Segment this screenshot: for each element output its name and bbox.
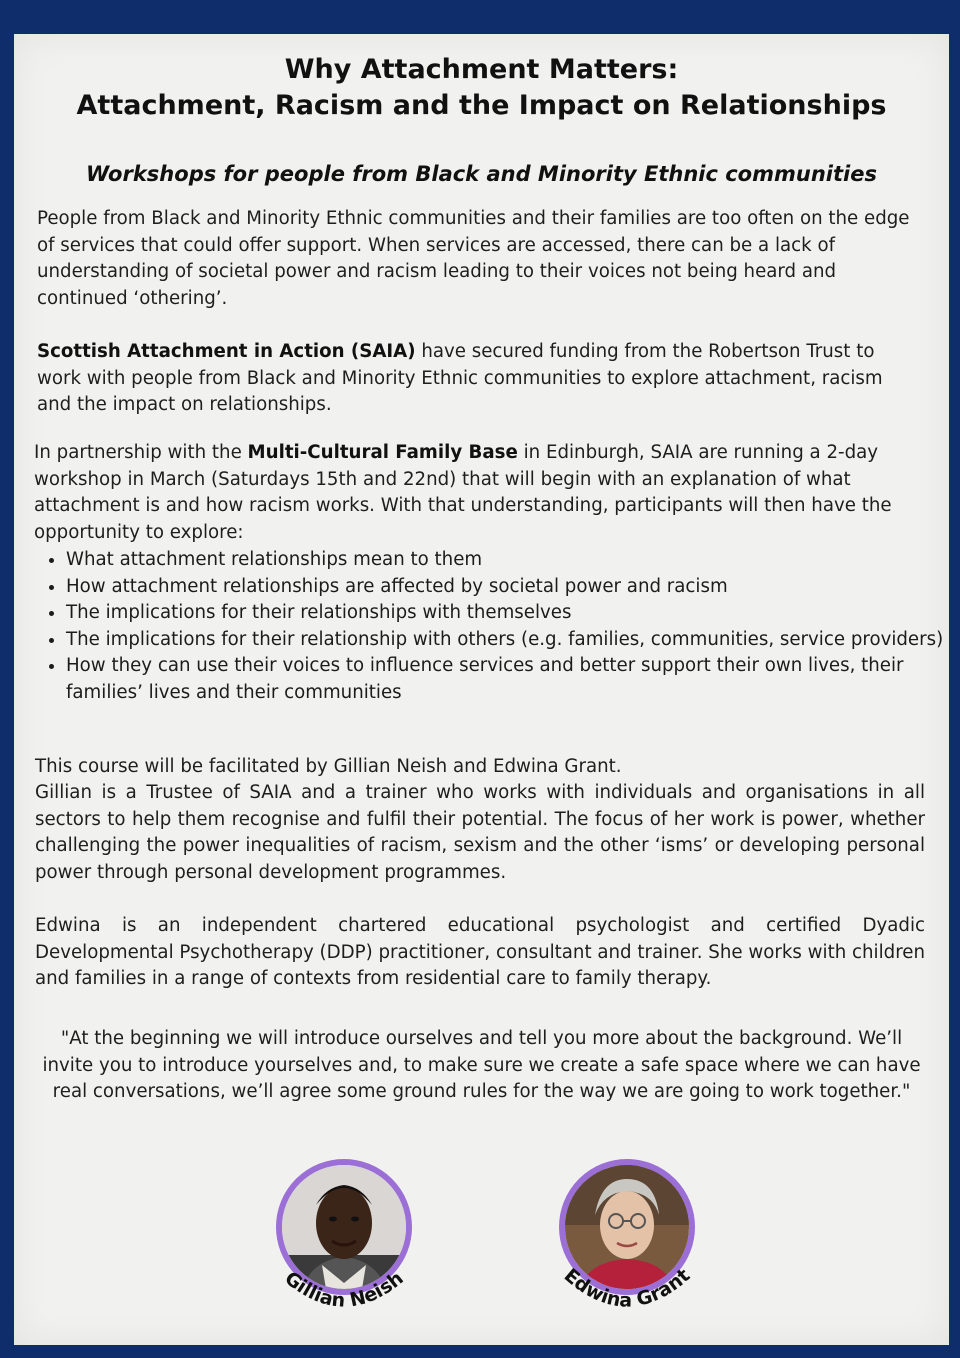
list-item: • How they can use their voices to influence services and better support their own lives, their families’ lives and their communities bbox=[66, 653, 946, 706]
svg-text:Gillian Neish bbox=[280, 1267, 407, 1312]
list-item: • How attachment relationships are affected by societal power and racism bbox=[66, 574, 946, 601]
list-item: • The implications for their relationships with themselves bbox=[66, 600, 946, 627]
list-item: • What attachment relationships mean to them bbox=[66, 547, 946, 574]
title-line-2: Attachment, Racism and the Impact on Relationships bbox=[76, 90, 887, 121]
explore-list bbox=[34, 547, 946, 706]
edwina-name: Edwina Grant bbox=[559, 1264, 695, 1312]
quote: "At the beginning we will introduce ourselves and tell you more about the background. We’ll invite you to introduce yourselves and, to make sure we create a safe space where we can have real conversations, we’ll agree some ground rules for the way we are going to work together." bbox=[42, 1028, 921, 1102]
edwina-name-caption bbox=[547, 1259, 707, 1339]
list-item: • The implications for their relationship with others (e.g. families, communities, service providers) bbox=[66, 627, 946, 654]
facilitators-intro: This course will be facilitated by Gillian Neish and Edwina Grant. bbox=[35, 756, 622, 777]
org-name: Scottish Attachment in Action (SAIA) bbox=[37, 341, 416, 362]
gillian-bio: Gillian is a Trustee of SAIA and a trainer who works with individuals and organisations in all sectors to help them recognise and fulfil their potential. The focus of her work is power, whether challenging the power inequalities of racism, sexism and the other ‘isms’ or developing personal power through personal development programmes. bbox=[35, 782, 925, 883]
svg-text:Edwina Grant bbox=[560, 1264, 695, 1311]
gillian-name-caption bbox=[264, 1259, 424, 1339]
partnership-paragraph bbox=[34, 440, 914, 546]
partnership-text-after: in Edinburgh, SAIA are running a 2-day workshop in March (Saturdays 15th and 22nd) that will begin with an explanation of what attachment is and how racism works. With that understanding, participants will then have the opportunity to explore: bbox=[34, 442, 892, 543]
funding-paragraph bbox=[37, 339, 907, 419]
edwina-bio: Edwina is an independent chartered educational psychologist and certified Dyadic Developmental Psychotherapy (DDP) practitioner, consultant and trainer. She works with children and families in a range of contexts from residential care to family therapy. bbox=[35, 915, 925, 989]
intro-paragraph: People from Black and Minority Ethnic communities and their families are too often on the edge of services that could offer support. When services are accessed, there can be a lack of understanding of societal power and racism leading to their voices not being heard and continued ‘othering’. bbox=[37, 208, 910, 309]
gillian-name: Gillian Neish bbox=[280, 1267, 408, 1312]
subtitle: Workshops for people from Black and Minority Ethnic communities bbox=[86, 162, 877, 186]
funding-text: have secured funding from the Robertson Trust to work with people from Black and Minority Ethnic communities to explore attachment, racism and the impact on relationships. bbox=[37, 341, 883, 415]
flyer-sheet bbox=[14, 34, 949, 1345]
partnership-text-before: In partnership with the bbox=[34, 442, 248, 463]
partner-name: Multi-Cultural Family Base bbox=[247, 442, 518, 463]
title-line-1: Why Attachment Matters: bbox=[284, 54, 679, 85]
